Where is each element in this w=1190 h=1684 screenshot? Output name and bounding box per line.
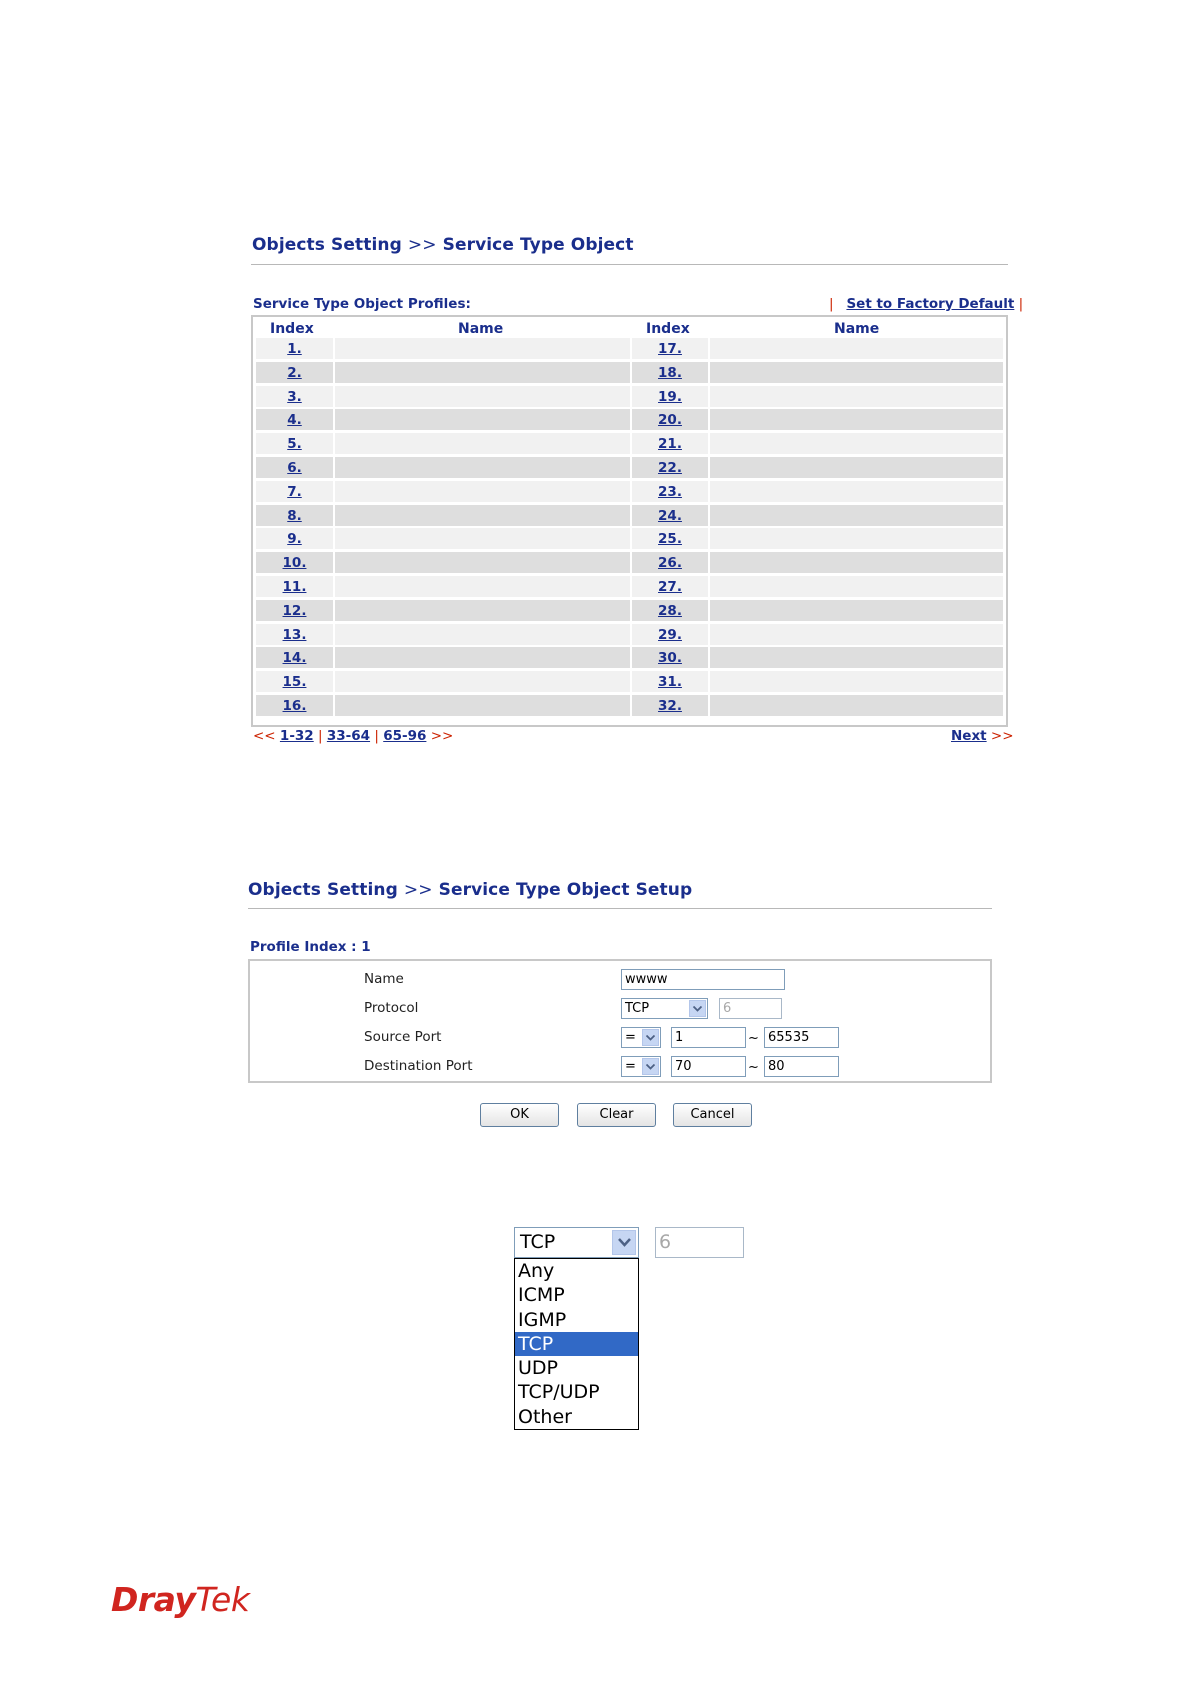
index-cell [256, 528, 333, 549]
profile-index-link[interactable]: 15. [282, 674, 307, 691]
header-index: Index [646, 321, 690, 337]
index-cell [632, 457, 708, 478]
name-cell [335, 647, 630, 668]
table-row [256, 505, 1003, 527]
name-cell [335, 457, 630, 478]
pipe-separator: | [1018, 296, 1024, 312]
profile-index-link[interactable]: 31. [658, 674, 682, 691]
table-row [256, 338, 1003, 360]
name-cell [335, 338, 630, 359]
index-cell [256, 433, 333, 454]
protocol-value: TCP [625, 1001, 650, 1016]
operator-value: = [625, 1059, 636, 1074]
table-row [256, 386, 1003, 408]
profile-index-link[interactable]: 18. [658, 364, 682, 381]
dropdown-selected-value: TCP [520, 1231, 556, 1253]
table-row [256, 624, 1003, 646]
profile-index-link[interactable]: 9. [287, 531, 302, 548]
index-cell [632, 338, 708, 359]
name-cell [335, 362, 630, 383]
source-port-operator-select[interactable] [621, 1027, 661, 1048]
protocol-number-display: 6 [655, 1227, 744, 1258]
index-cell [256, 671, 333, 692]
name-cell [335, 409, 630, 430]
index-cell [256, 338, 333, 359]
pipe-separator: | [318, 728, 323, 744]
profile-index-link[interactable]: 7. [287, 483, 302, 500]
logo-part: Dray [111, 1580, 196, 1619]
protocol-option[interactable]: TCP/UDP [518, 1381, 600, 1404]
title-separator: >> [407, 235, 437, 255]
name-cell [710, 552, 1003, 573]
name-cell [335, 671, 630, 692]
profile-index-link[interactable]: 12. [282, 602, 307, 619]
index-cell [632, 505, 708, 526]
table-row [256, 433, 1003, 455]
profile-index-link[interactable]: 22. [658, 460, 682, 476]
index-cell [256, 505, 333, 526]
title-divider [248, 908, 992, 909]
profile-index-link[interactable]: 5. [287, 436, 302, 453]
chevron-down-icon[interactable] [612, 1230, 636, 1255]
protocol-dropdown-expanded[interactable] [514, 1227, 639, 1258]
table-row [256, 457, 1003, 479]
profile-index-link[interactable]: 30. [658, 650, 682, 667]
index-cell [632, 481, 708, 502]
protocol-select[interactable] [621, 998, 708, 1019]
protocol-option[interactable]: Any [518, 1260, 555, 1282]
page-title-setup [248, 880, 692, 900]
pager [253, 728, 453, 744]
name-cell [335, 386, 630, 407]
index-cell [256, 624, 333, 645]
cancel-button[interactable]: Cancel [673, 1103, 752, 1127]
title-separator: >> [403, 880, 433, 900]
index-cell [256, 481, 333, 502]
logo-part: Tek [195, 1580, 250, 1619]
profile-index-link[interactable]: 10. [282, 555, 307, 572]
name-cell [710, 386, 1003, 407]
profile-index-label: Profile Index : 1 [250, 939, 371, 955]
name-cell [335, 576, 630, 597]
index-cell [632, 671, 708, 692]
profile-index-link[interactable]: 14. [282, 650, 307, 667]
name-cell [710, 671, 1003, 692]
range-tilde: ~ [748, 1031, 759, 1046]
name-cell [710, 624, 1003, 645]
profile-index-link[interactable]: 1. [287, 341, 302, 357]
protocol-options-list [514, 1258, 639, 1430]
destination-port-end-input[interactable]: 80 [764, 1056, 839, 1077]
table-row [256, 528, 1003, 550]
name-cell [710, 695, 1003, 716]
protocol-label: Protocol [364, 1000, 419, 1016]
index-cell [256, 600, 333, 621]
profile-index-link[interactable]: 2. [287, 364, 302, 381]
header-index: Index [270, 321, 314, 337]
name-label: Name [364, 971, 404, 987]
setup-form [248, 959, 992, 1083]
name-cell [335, 600, 630, 621]
name-cell [335, 695, 630, 716]
name-cell [710, 528, 1003, 549]
header-name: Name [834, 321, 880, 337]
profile-index-link[interactable]: 32. [658, 698, 682, 714]
table-row [256, 695, 1003, 717]
prev-arrow: << [253, 728, 276, 744]
table-row [256, 647, 1003, 669]
profile-index-link[interactable]: 26. [658, 555, 682, 572]
title-part: Objects Setting [252, 235, 402, 255]
page-link[interactable]: 1-32 [279, 728, 314, 744]
index-cell [632, 647, 708, 668]
index-cell [632, 600, 708, 621]
name-cell [335, 505, 630, 526]
index-cell [256, 457, 333, 478]
index-cell [632, 386, 708, 407]
name-cell [710, 481, 1003, 502]
factory-default-group [829, 296, 1023, 312]
chevron-down-icon[interactable] [642, 1058, 659, 1075]
profile-index-link[interactable]: 27. [658, 579, 682, 595]
profiles-table [251, 315, 1008, 727]
table-row [256, 576, 1003, 598]
range-tilde: ~ [748, 1060, 759, 1075]
table-row [256, 600, 1003, 622]
next-arrow: >> [430, 728, 454, 744]
index-cell [632, 409, 708, 430]
profile-index-link[interactable]: 28. [658, 602, 682, 619]
profile-index-link[interactable]: 21. [658, 436, 682, 453]
profile-index-link[interactable]: 23. [658, 483, 682, 500]
draytek-logo [111, 1580, 249, 1619]
name-cell [710, 433, 1003, 454]
index-cell [632, 624, 708, 645]
next-arrow: >> [990, 728, 1014, 744]
index-cell [256, 576, 333, 597]
profile-index-link[interactable]: 11. [282, 579, 307, 595]
page-title-service-type-object [252, 235, 634, 255]
clear-button[interactable]: Clear [577, 1103, 656, 1127]
profiles-label: Service Type Object Profiles: [253, 296, 471, 312]
profile-index-link[interactable]: 19. [658, 388, 682, 405]
profile-index-link[interactable]: 24. [658, 507, 682, 524]
name-cell [710, 338, 1003, 359]
title-part: Service Type Object [442, 235, 634, 255]
index-cell [632, 362, 708, 383]
destination-port-label: Destination Port [364, 1058, 473, 1074]
profile-index-link[interactable]: 29. [658, 626, 682, 643]
next-link[interactable]: Next [951, 728, 987, 744]
index-cell [632, 552, 708, 573]
index-cell [632, 528, 708, 549]
profile-index-link[interactable]: 3. [287, 388, 302, 405]
operator-value: = [625, 1030, 636, 1045]
table-row [256, 552, 1003, 574]
index-cell [632, 576, 708, 597]
ok-button[interactable]: OK [480, 1103, 559, 1127]
profile-index-link[interactable]: 4. [287, 412, 302, 429]
profile-index-link[interactable]: 25. [658, 531, 682, 548]
profile-index-link[interactable]: 6. [287, 460, 302, 476]
protocol-option[interactable]: ICMP [518, 1284, 565, 1307]
pager-next [951, 728, 1014, 744]
title-part: Service Type Object Setup [438, 880, 693, 900]
name-cell [710, 457, 1003, 478]
index-cell [256, 386, 333, 407]
protocol-option[interactable]: Other [518, 1405, 572, 1428]
protocol-option[interactable]: IGMP [518, 1308, 567, 1331]
name-cell [710, 600, 1003, 621]
index-cell [256, 647, 333, 668]
source-port-end-input[interactable]: 65535 [764, 1027, 839, 1048]
title-divider [251, 264, 1008, 265]
page-link[interactable]: 33-64 [326, 728, 371, 744]
table-row [256, 481, 1003, 503]
name-cell [335, 481, 630, 502]
name-cell [335, 528, 630, 549]
name-cell [335, 552, 630, 573]
source-port-start-input[interactable]: 1 [671, 1027, 746, 1048]
destination-port-operator-select[interactable] [621, 1056, 661, 1077]
profile-index-link[interactable]: 13. [282, 626, 307, 643]
destination-port-start-input[interactable]: 70 [671, 1056, 746, 1077]
chevron-down-icon[interactable] [689, 1000, 706, 1017]
name-cell [335, 624, 630, 645]
pipe-separator: | [829, 296, 834, 312]
index-cell [256, 695, 333, 716]
profile-index-link[interactable]: 20. [658, 412, 682, 429]
table-row [256, 362, 1003, 384]
set-to-factory-default-link[interactable]: Set to Factory Default [846, 296, 1015, 312]
page-link[interactable]: 65-96 [383, 728, 427, 744]
profile-index-link[interactable]: 17. [658, 341, 682, 357]
index-cell [256, 362, 333, 383]
name-input[interactable]: wwww [621, 969, 785, 990]
title-part: Objects Setting [248, 880, 398, 900]
protocol-option[interactable]: UDP [518, 1357, 558, 1380]
index-cell [632, 433, 708, 454]
index-cell [632, 695, 708, 716]
profile-index-link[interactable]: 8. [287, 507, 302, 524]
index-cell [256, 552, 333, 573]
source-port-label: Source Port [364, 1029, 442, 1045]
header-name: Name [458, 321, 504, 337]
name-cell [710, 647, 1003, 668]
name-cell [710, 409, 1003, 430]
table-row [256, 409, 1003, 431]
table-row [256, 671, 1003, 693]
protocol-option[interactable]: TCP [515, 1332, 638, 1356]
name-cell [710, 362, 1003, 383]
profile-index-link[interactable]: 16. [282, 698, 307, 714]
index-cell [256, 409, 333, 430]
name-cell [710, 576, 1003, 597]
name-cell [335, 433, 630, 454]
chevron-down-icon[interactable] [642, 1029, 659, 1046]
pipe-separator: | [374, 728, 379, 744]
name-cell [710, 505, 1003, 526]
protocol-number-input: 6 [719, 998, 782, 1019]
